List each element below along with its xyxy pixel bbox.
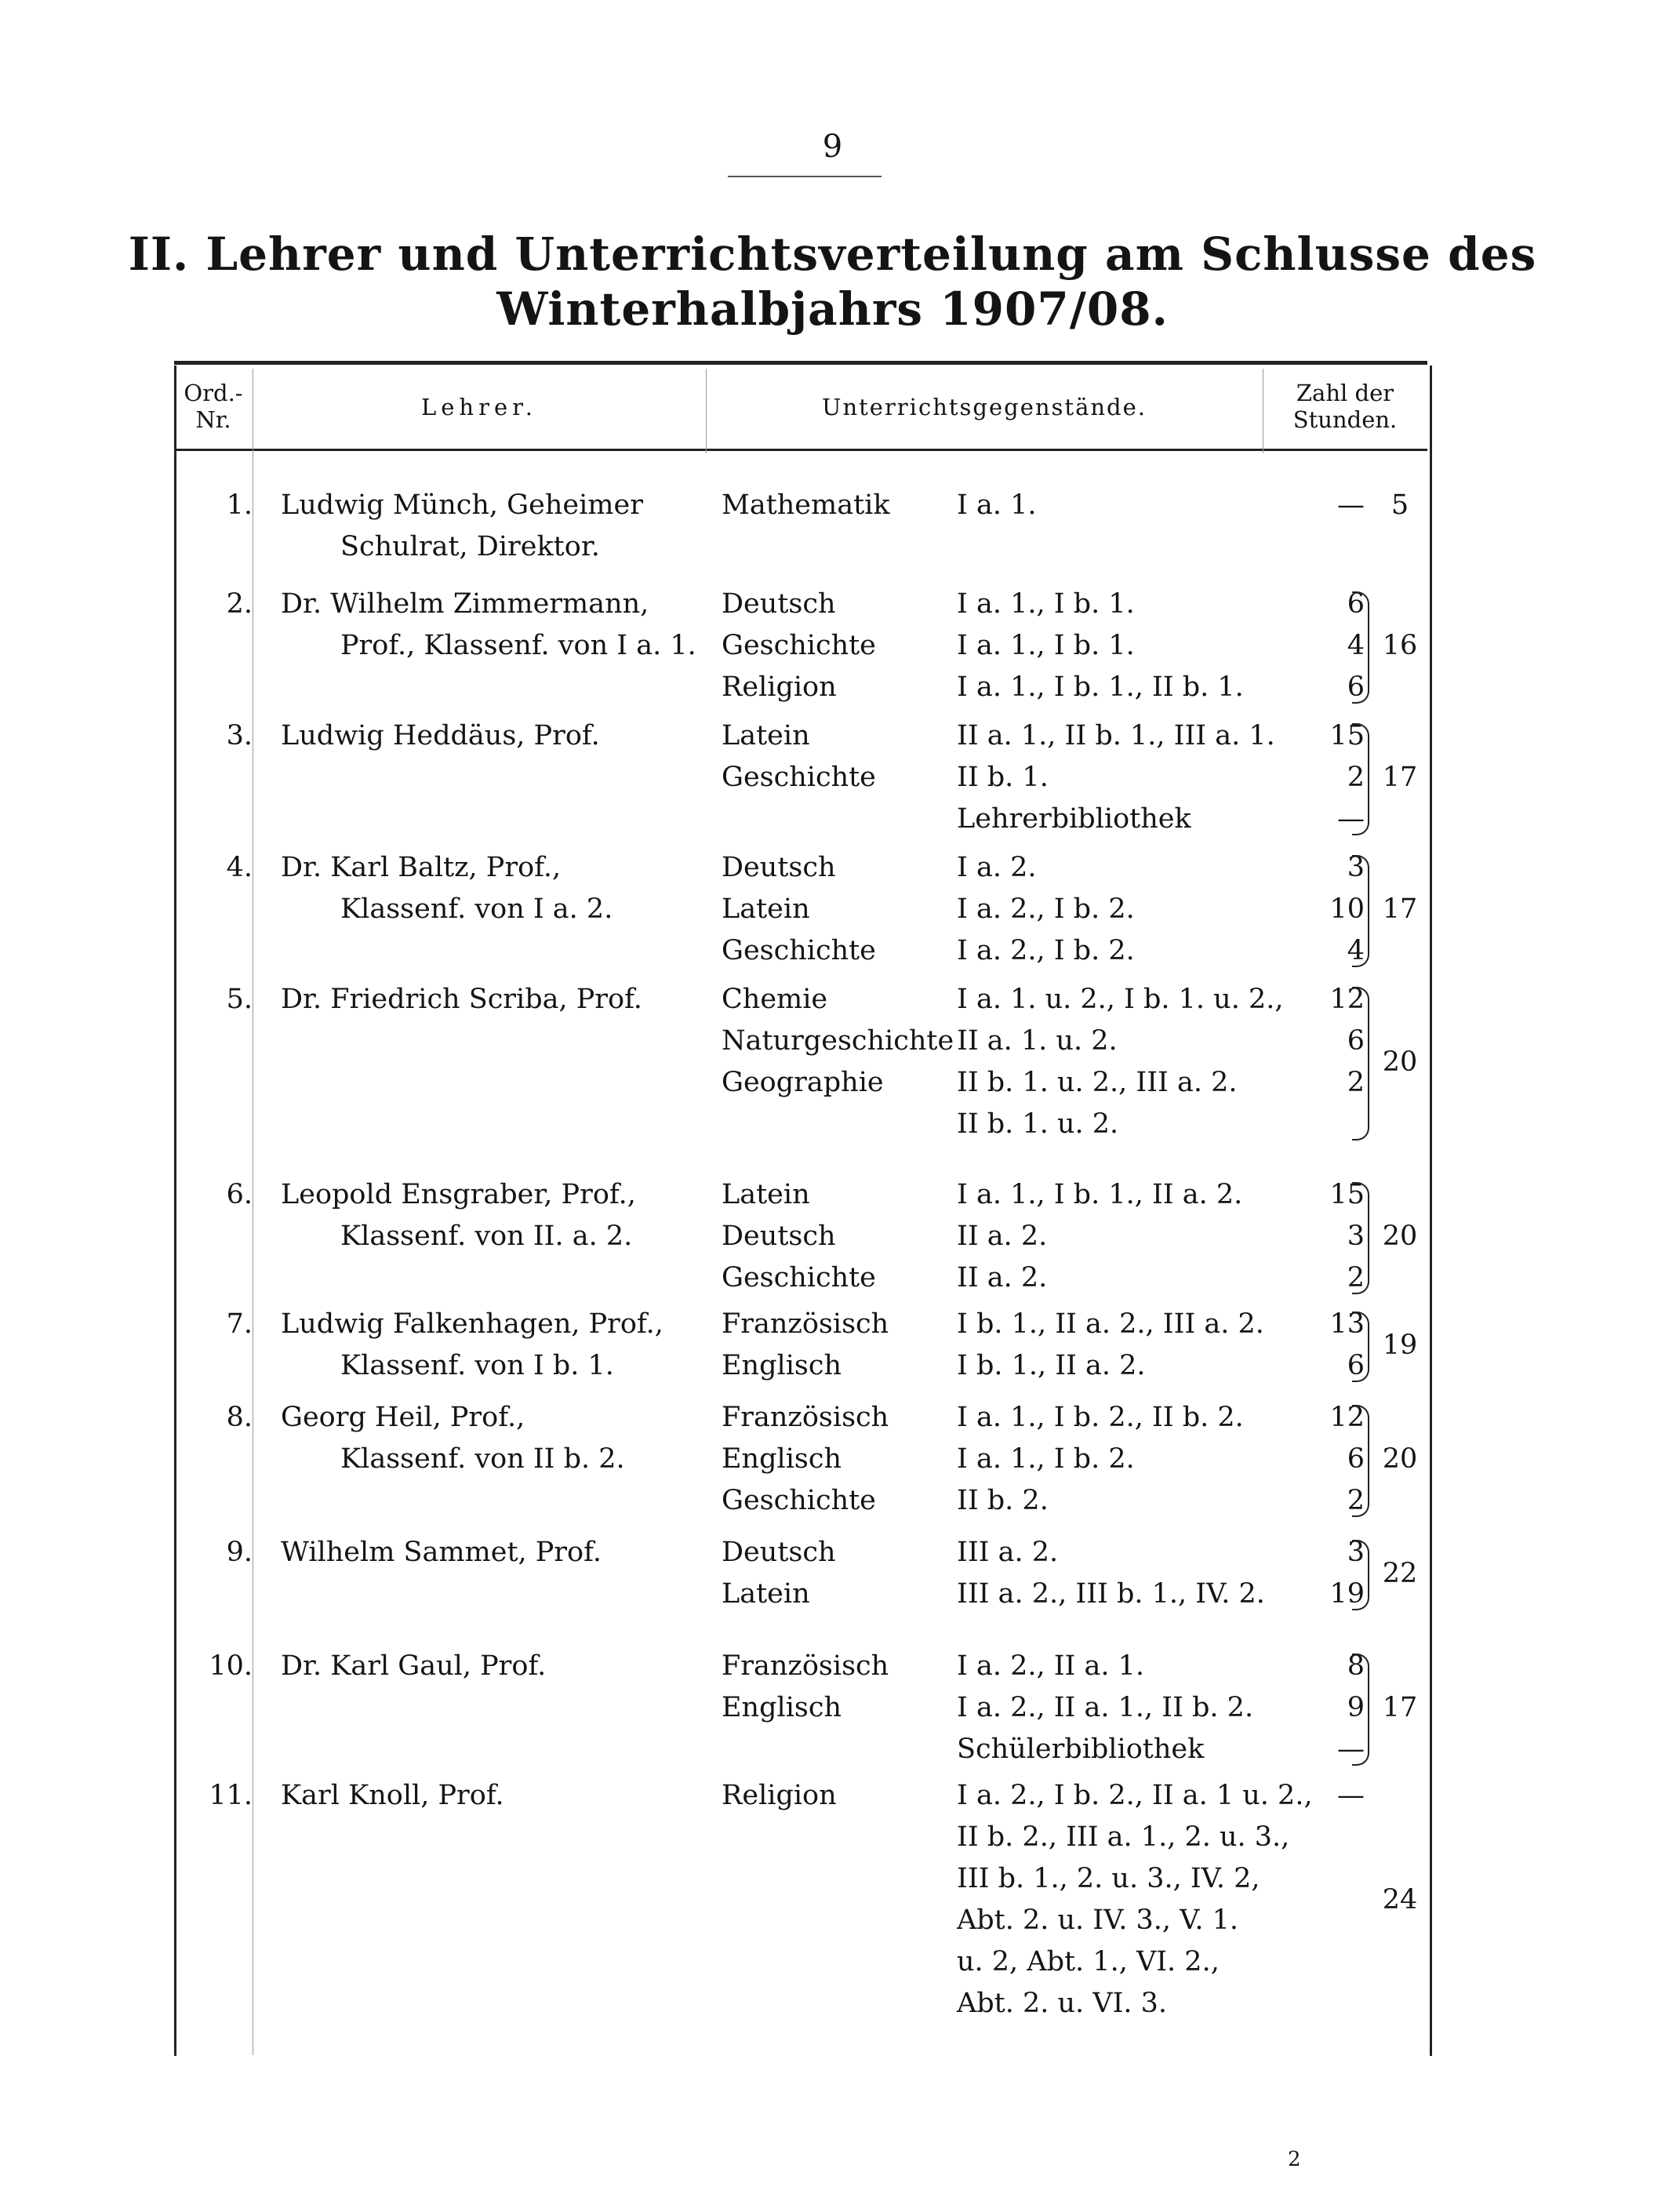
hours-line: 2 bbox=[1347, 762, 1365, 793]
hours-line: 6 bbox=[1347, 1443, 1365, 1475]
classes-line: I a. 2., II a. 1., II b. 2. bbox=[957, 1692, 1254, 1723]
total-hours: 20 bbox=[1382, 1221, 1418, 1252]
header-teacher: Lehrer. bbox=[420, 394, 538, 420]
hours bbox=[1271, 1532, 1365, 1615]
hours-brace bbox=[1352, 1312, 1369, 1382]
teacher-name-line: Ludwig Heddäus, Prof. bbox=[281, 720, 600, 751]
hours-line: 3 bbox=[1347, 1537, 1365, 1568]
teacher-name-line: Klassenf. von I a. 2. bbox=[340, 893, 613, 925]
hours-line: 10 bbox=[1329, 893, 1365, 925]
classes-line: III b. 1., 2. u. 3., IV. 2, bbox=[957, 1863, 1260, 1894]
teacher-name-line: Dr. Karl Gaul, Prof. bbox=[281, 1650, 547, 1682]
classes-line: Schülerbibliothek bbox=[957, 1734, 1205, 1765]
hours-brace bbox=[1352, 723, 1369, 835]
teacher-name-line: Wilhelm Sammet, Prof. bbox=[281, 1537, 602, 1568]
subject-line: Latein bbox=[722, 893, 810, 925]
page-title-line-2: Winterhalbjahrs 1907/08. bbox=[496, 282, 1169, 336]
subject-line: Geschichte bbox=[722, 630, 876, 661]
total-hours: 16 bbox=[1382, 630, 1418, 661]
hours bbox=[1271, 584, 1365, 708]
total-hours: 17 bbox=[1382, 762, 1418, 793]
hours-line: — bbox=[1337, 489, 1365, 521]
hours-brace bbox=[1352, 1182, 1369, 1294]
total-hours: 24 bbox=[1382, 1883, 1418, 1915]
classes-line: u. 2, Abt. 1., VI. 2., bbox=[957, 1946, 1220, 1977]
total-hours: 19 bbox=[1382, 1329, 1418, 1361]
classes-line: II a. 1., II b. 1., III a. 1. bbox=[957, 720, 1275, 751]
subject-line: Religion bbox=[722, 671, 837, 703]
subject-line: Mathematik bbox=[722, 489, 890, 521]
subject-line: Englisch bbox=[722, 1350, 842, 1381]
hours-line: 9 bbox=[1347, 1692, 1365, 1723]
table-header-rule bbox=[174, 449, 1427, 451]
teacher-name-line: Dr. Wilhelm Zimmermann, bbox=[281, 588, 649, 620]
row-number: 6. bbox=[226, 1179, 253, 1210]
page-title-line-1: II. Lehrer und Unterrichtsverteilung am Schlusse des bbox=[128, 227, 1537, 281]
row-number: 10. bbox=[209, 1650, 253, 1682]
classes-line: I a. 1., I b. 1., II b. 1. bbox=[957, 671, 1244, 703]
classes-line: II a. 2. bbox=[957, 1221, 1048, 1252]
row-number: 4. bbox=[226, 852, 253, 883]
total-hours: 20 bbox=[1382, 1046, 1418, 1078]
row-number: 9. bbox=[226, 1537, 253, 1568]
classes-line: I a. 1., I b. 1., II a. 2. bbox=[957, 1179, 1243, 1210]
subject-line: Englisch bbox=[722, 1692, 842, 1723]
header-nr: Ord.-Nr. bbox=[184, 380, 243, 433]
hours-brace bbox=[1352, 855, 1369, 967]
subject-line: Chemie bbox=[722, 984, 828, 1015]
signature-mark: 2 bbox=[1288, 2148, 1301, 2171]
hours bbox=[1271, 979, 1365, 1104]
hours-line: 6 bbox=[1347, 1350, 1365, 1381]
teacher-name-line: Ludwig Falkenhagen, Prof., bbox=[281, 1308, 663, 1340]
classes-line: II b. 2., III a. 1., 2. u. 3., bbox=[957, 1821, 1290, 1853]
subject-line: Französisch bbox=[722, 1308, 889, 1340]
hours-brace bbox=[1352, 1540, 1369, 1610]
row-number: 8. bbox=[226, 1402, 253, 1433]
classes-line: I a. 2. bbox=[957, 852, 1037, 883]
classes-line: I a. 2., II a. 1. bbox=[957, 1650, 1145, 1682]
hours bbox=[1271, 485, 1365, 526]
total-hours: 17 bbox=[1382, 1692, 1418, 1723]
hours-line: 12 bbox=[1329, 1402, 1365, 1433]
classes-line: II b. 2. bbox=[957, 1485, 1049, 1516]
classes-line: I a. 1., I b. 1. bbox=[957, 588, 1135, 620]
subject-line: Latein bbox=[722, 720, 810, 751]
subject-line: Französisch bbox=[722, 1650, 889, 1682]
classes-line: I a. 2., I b. 2. bbox=[957, 893, 1135, 925]
subject-line: Geschichte bbox=[722, 935, 876, 966]
classes-line: I b. 1., II a. 2., III a. 2. bbox=[957, 1308, 1264, 1340]
total-hours: 17 bbox=[1382, 893, 1418, 925]
row-number: 7. bbox=[226, 1308, 253, 1340]
hours-brace bbox=[1352, 1405, 1369, 1517]
classes-line: II a. 2. bbox=[957, 1262, 1048, 1293]
classes-line: Abt. 2. u. VI. 3. bbox=[957, 1988, 1168, 2019]
classes-line: II b. 1. u. 2., III a. 2. bbox=[957, 1067, 1238, 1098]
subject-line: Latein bbox=[722, 1179, 810, 1210]
teacher-name-line: Schulrat, Direktor. bbox=[340, 531, 600, 562]
classes-line: III a. 2., III b. 1., IV. 2. bbox=[957, 1578, 1265, 1610]
teacher-name-line: Klassenf. von II b. 2. bbox=[340, 1443, 625, 1475]
subject-line: Geographie bbox=[722, 1067, 884, 1098]
subject-line: Englisch bbox=[722, 1443, 842, 1475]
hours-line: 2 bbox=[1347, 1067, 1365, 1098]
hours-line: 6 bbox=[1347, 588, 1365, 620]
classes-line: I a. 2., I b. 2. bbox=[957, 935, 1135, 966]
classes-line: I a. 2., I b. 2., II a. 1 u. 2., bbox=[957, 1780, 1313, 1811]
subject-line: Geschichte bbox=[722, 1262, 876, 1293]
classes-line: I a. 1. u. 2., I b. 1. u. 2., bbox=[957, 984, 1284, 1015]
teacher-name-line: Dr. Karl Baltz, Prof., bbox=[281, 852, 562, 883]
teacher-name-line: Klassenf. von I b. 1. bbox=[340, 1350, 614, 1381]
teacher-name-line: Georg Heil, Prof., bbox=[281, 1402, 525, 1433]
total-hours: 22 bbox=[1382, 1557, 1418, 1589]
column-divider bbox=[706, 369, 707, 453]
teacher-name-line: Klassenf. von II. a. 2. bbox=[340, 1221, 633, 1252]
hours bbox=[1271, 715, 1365, 840]
hours-line: 13 bbox=[1329, 1308, 1365, 1340]
hours-brace bbox=[1352, 591, 1369, 704]
total-hours: 20 bbox=[1382, 1443, 1418, 1475]
classes-line: II b. 1. u. 2. bbox=[957, 1108, 1119, 1140]
hours bbox=[1271, 1775, 1365, 1817]
hours-line: 3 bbox=[1347, 852, 1365, 883]
header-hours: Zahl der Stunden. bbox=[1292, 380, 1398, 433]
row-number: 3. bbox=[226, 720, 253, 751]
hours-line: 4 bbox=[1347, 630, 1365, 661]
classes-line: III a. 2. bbox=[957, 1537, 1059, 1568]
row-number: 5. bbox=[226, 984, 253, 1015]
subject-line: Deutsch bbox=[722, 1537, 836, 1568]
teacher-name-line: Dr. Friedrich Scriba, Prof. bbox=[281, 984, 642, 1015]
hours-line: 2 bbox=[1347, 1485, 1365, 1516]
subject-line: Religion bbox=[722, 1780, 837, 1811]
subject-line: Französisch bbox=[722, 1402, 889, 1433]
page-number: 9 bbox=[822, 129, 843, 165]
hours-line: — bbox=[1337, 1780, 1365, 1811]
hours-line: 6 bbox=[1347, 1025, 1365, 1057]
classes-line: I a. 1., I b. 2., II b. 2. bbox=[957, 1402, 1244, 1433]
hours-brace bbox=[1352, 1654, 1369, 1766]
hours-line: 19 bbox=[1329, 1578, 1365, 1610]
table-top-rule bbox=[174, 361, 1427, 365]
hours-line: — bbox=[1337, 1734, 1365, 1765]
subject-line: Geschichte bbox=[722, 762, 876, 793]
classes-line: I a. 1., I b. 1. bbox=[957, 630, 1135, 661]
classes-line: II b. 1. bbox=[957, 762, 1049, 793]
classes-line: Lehrerbibliothek bbox=[957, 803, 1191, 835]
page-number-rule bbox=[728, 176, 882, 177]
subject-line: Naturgeschichte bbox=[722, 1025, 954, 1057]
hours-line: 4 bbox=[1347, 935, 1365, 966]
teacher-name-line: Prof., Klassenf. von I a. 1. bbox=[340, 630, 696, 661]
hours-line: 15 bbox=[1329, 720, 1365, 751]
hours bbox=[1271, 1397, 1365, 1522]
hours bbox=[1271, 1304, 1365, 1387]
classes-line: Abt. 2. u. IV. 3., V. 1. bbox=[957, 1905, 1238, 1936]
subject-line: Deutsch bbox=[722, 1221, 836, 1252]
hours bbox=[1271, 847, 1365, 972]
classes-line: I a. 1., I b. 2. bbox=[957, 1443, 1135, 1475]
subject-line: Deutsch bbox=[722, 588, 836, 620]
hours-brace bbox=[1352, 987, 1369, 1141]
hours bbox=[1271, 1646, 1365, 1770]
subject-line: Geschichte bbox=[722, 1485, 876, 1516]
teacher-name-line: Karl Knoll, Prof. bbox=[281, 1780, 504, 1811]
hours-line: 6 bbox=[1347, 671, 1365, 703]
hours bbox=[1271, 1174, 1365, 1299]
classes-line: I a. 1. bbox=[957, 489, 1037, 521]
teacher-name-line: Leopold Ensgraber, Prof., bbox=[281, 1179, 636, 1210]
hours-line: — bbox=[1337, 803, 1365, 835]
row-number: 11. bbox=[209, 1780, 253, 1811]
row-number: 2. bbox=[226, 588, 253, 620]
subject-line: Latein bbox=[722, 1578, 810, 1610]
hours-line: 12 bbox=[1329, 984, 1365, 1015]
hours-line: 15 bbox=[1329, 1179, 1365, 1210]
row-number: 1. bbox=[226, 489, 253, 521]
hours-line: 2 bbox=[1347, 1262, 1365, 1293]
classes-line: I b. 1., II a. 2. bbox=[957, 1350, 1146, 1381]
classes-line: II a. 1. u. 2. bbox=[957, 1025, 1118, 1057]
hours-line: 8 bbox=[1347, 1650, 1365, 1682]
total-hours: 5 bbox=[1391, 489, 1409, 521]
teacher-name-line: Ludwig Münch, Geheimer bbox=[281, 489, 643, 521]
header-subjects: Unterrichtsgegenstände. bbox=[822, 394, 1147, 420]
subject-line: Deutsch bbox=[722, 852, 836, 883]
hours-line: 3 bbox=[1347, 1221, 1365, 1252]
